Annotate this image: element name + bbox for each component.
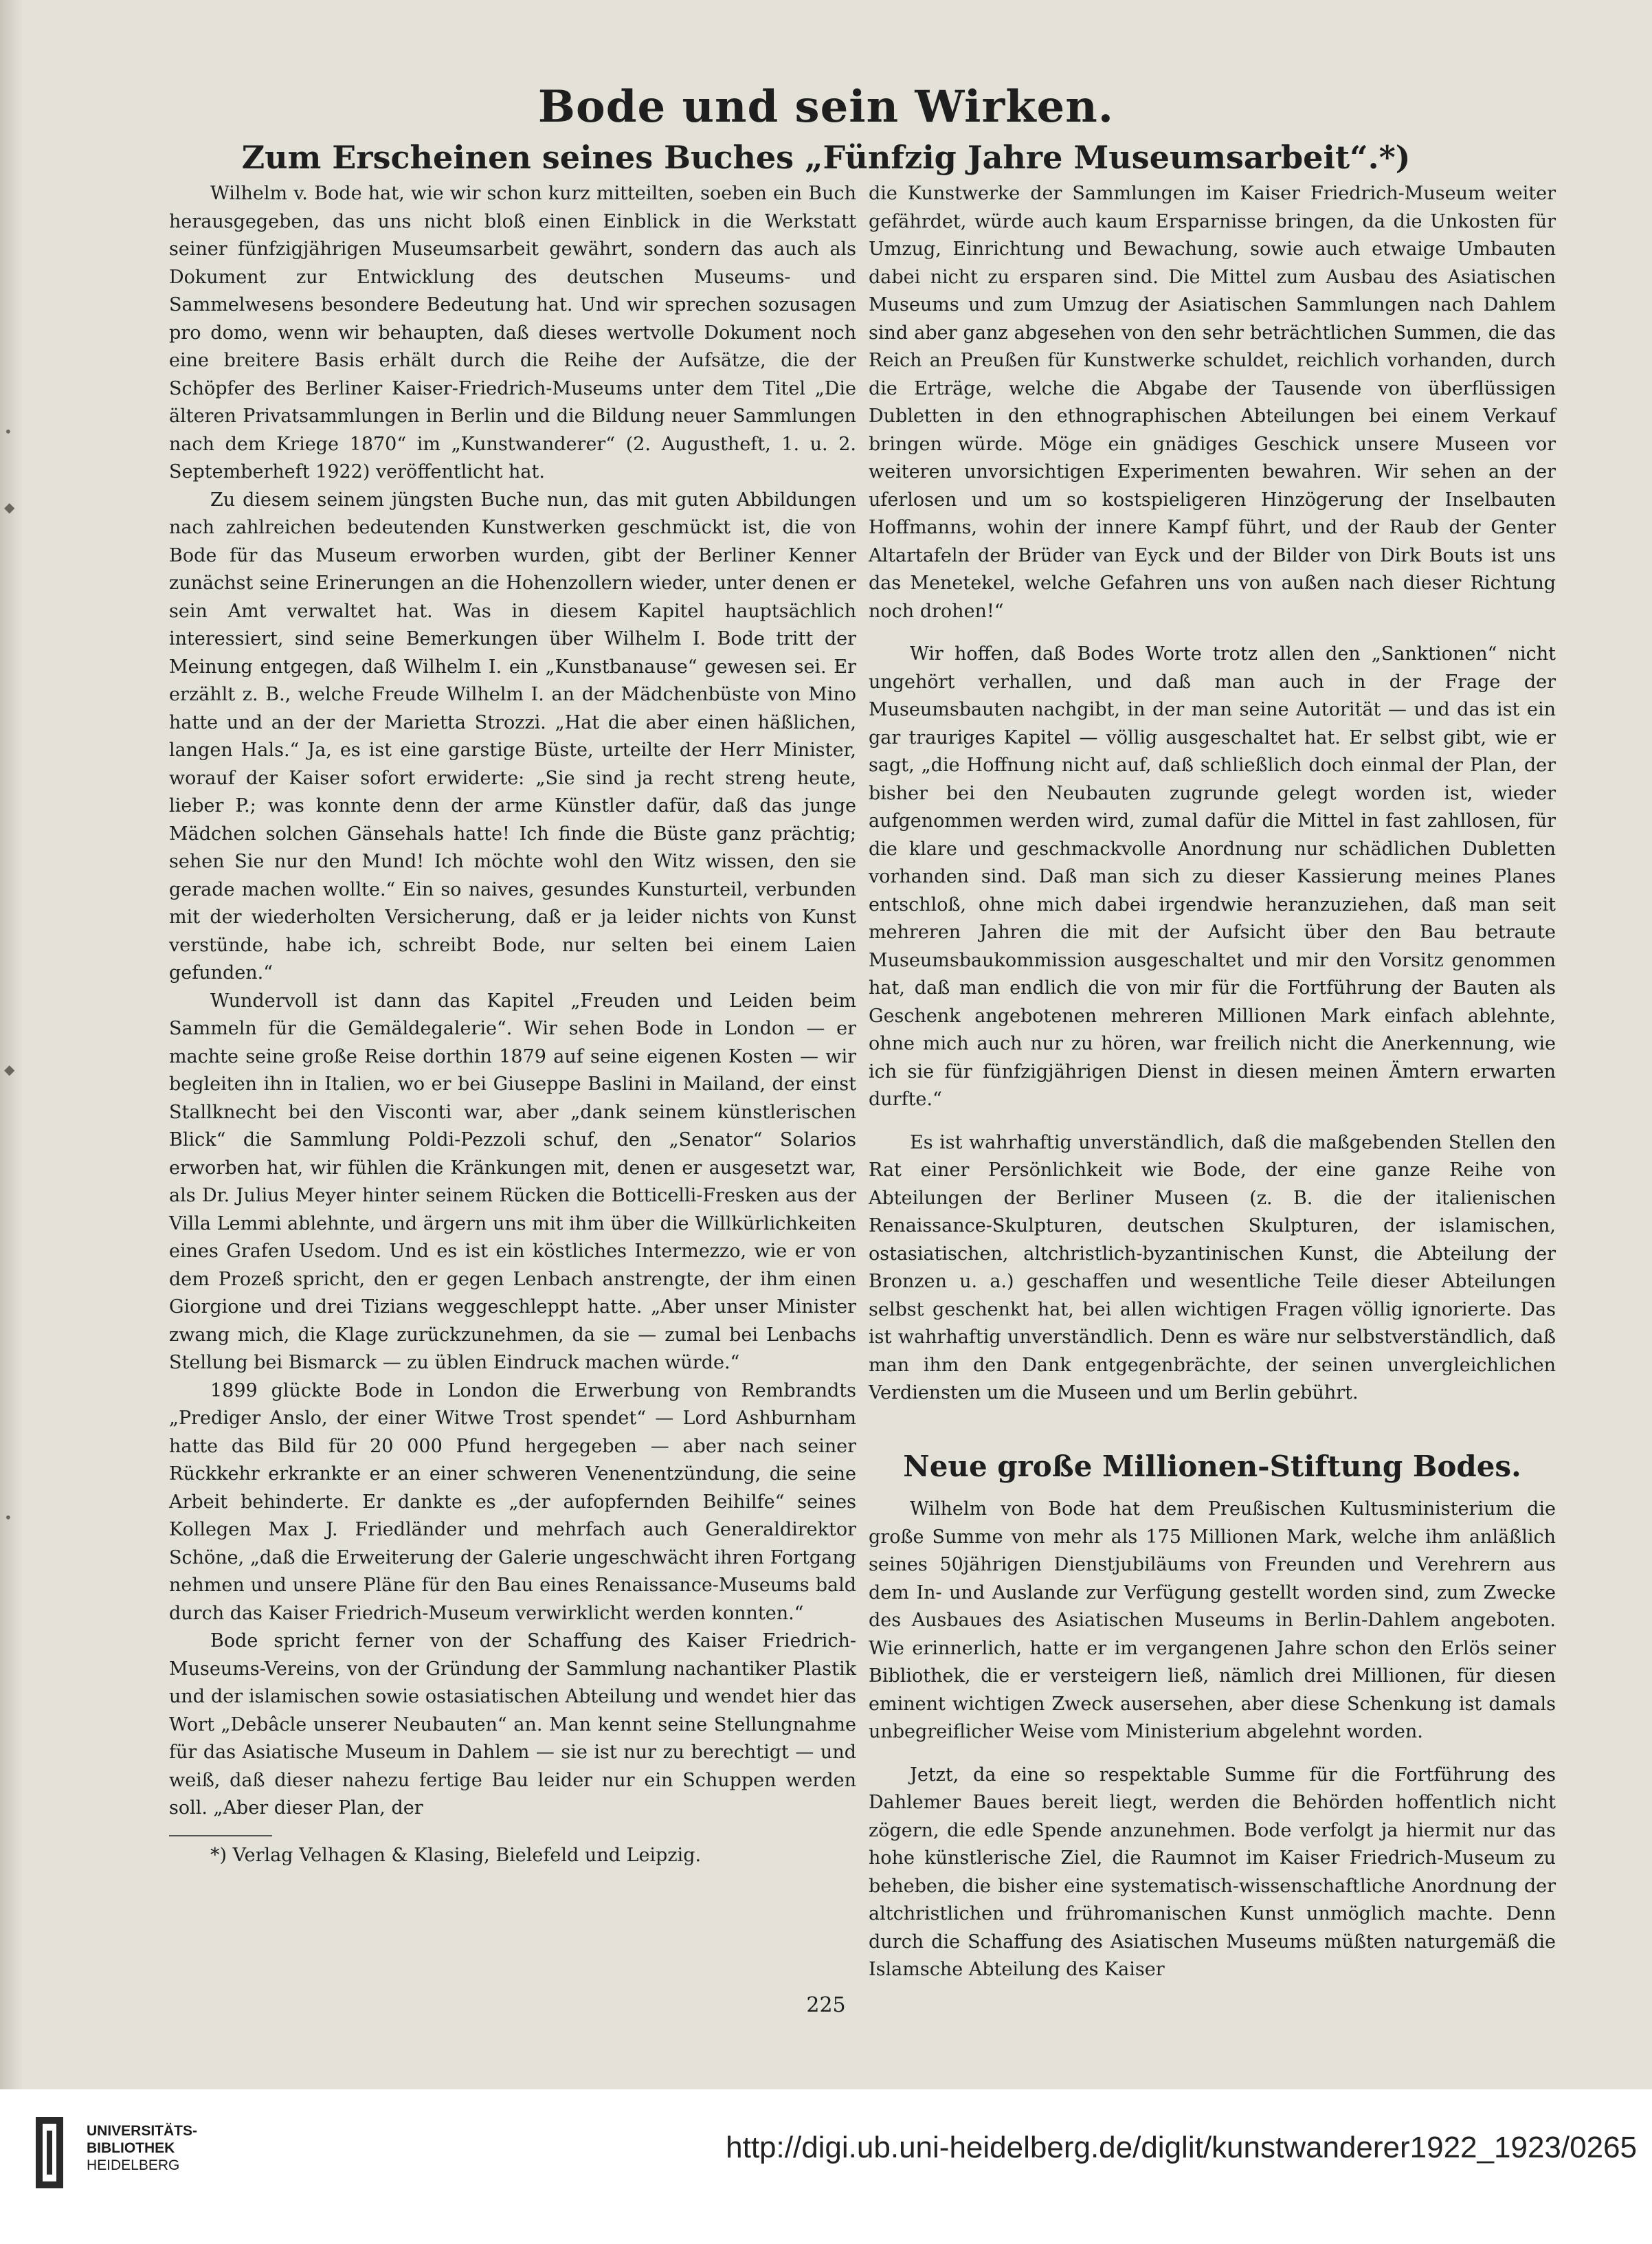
left-column <box>169 180 856 1869</box>
article-subtitle: Zum Erscheinen seines Buches „Fünfzig Jahre Museumsarbeit“.*) <box>241 139 1411 176</box>
margin-mark-icon: • <box>4 1509 12 1526</box>
library-line: HEIDELBERG <box>87 2157 180 2173</box>
margin-mark-icon: • <box>4 423 12 440</box>
library-name <box>87 2122 197 2174</box>
paragraph: Es ist wahrhaftig unverständlich, daß die maßgebenden Stellen den Rat einer Persönlichkeit wie Bode, der eine ganze Reihe von Abteilungen der Berliner Museen (z. B. die der italienischen Renaissance-Skulpturen, deutschen Skulpturen, der islamischen, ostasiatischen, altchristlich-byzantinischen Kunst, die Abteilung der Bronzen u. a.) geschaffen und wesentliche Teile dieser Abteilungen selbst geschenkt hat, bei allen wichtigen Fragen völlig ignorierte. Das ist wahrhaftig unverständlich. Denn es wäre nur selbstverständlich, daß man ihm den Dank entgegenbrächte, der seinen unvergleichlichen Verdiensten um die Museen und um Berlin gebührt. <box>869 1131 1556 1403</box>
paragraph: Wilhelm von Bode hat dem Preußischen Kultusministerium die große Summe von mehr als 175 Millionen Mark, welche ihm anläßlich seines 50jährigen Dienstjubiläums von Freunden und Verehrern aus dem In- und Auslande zur Verfügung gestellt worden sind, zum Zwecke des Ausbaues des Asiatischen Museums in Berlin-Dahlem angeboten. Wie erinnerlich, hatte er im vergangenen Jahre schon den Erlös seiner Bibliothek, die er versteigern ließ, nämlich drei Millionen, für diesen eminent wichtigen Zweck ausersehen, aber diese Schenkung ist damals unbegreiflicher Weise vom Ministerium abgelehnt worden. <box>869 1498 1556 1742</box>
paragraph: Wilhelm v. Bode hat, wie wir schon kurz mitteilten, soeben ein Buch herausgegeben, das uns nicht bloß einen Einblick in die Werkstatt seiner fünfzigjährigen Museumsarbeit gewährt, sondern das auch als Dokument zur Entwicklung des deutschen Museums- und Sammelwesens besondere Bedeutung hat. Und wir sprechen sozusagen pro domo, wenn wir behaupten, daß dieses wertvolle Dokument noch eine breitere Basis erhält durch die Reihe der Aufsätze, die der Schöpfer des Berliner Kaiser-Friedrich-Museums unter dem Titel „Die älteren Privatsammlungen in Berlin und die Bildung neuer Sammlungen nach dem Kriege 1870“ im „Kunstwanderer“ (2. Augustheft, 1. u. 2. Septemberheft 1922) veröffentlicht hat. <box>169 183 856 482</box>
paragraph: Wir hoffen, daß Bodes Worte trotz allen den „Sanktionen“ nicht ungehört verhallen, und daß man auch in der Frage der Museumsbauten nachgibt, in der man seine Autorität — und das ist ein gar trauriges Kapitel — völlig ausgeschaltet hat. Er selbst gibt, wie er sagt, „die Hoffnung nicht auf, daß schließlich doch einmal der Plan, der bisher bei den Neubauten zugrunde gelegt worden ist, wieder aufgenommen werden wird, zumal dafür die Mittel in fast zahllosen, für die klare und geschmackvolle Anordnung nur schädlichen Dubletten vorhanden sind. Daß man sich zu dieser Kassierung meines Planes entschloß, ohne mich dabei irgendwie heranzuziehen, daß man seit mehreren Jahren die mit der Aufsicht über den Bau betraute Museumsbaukommission ausgeschaltet und mir den Vorsitz genommen hat, daß man endlich die von mir für die Fortführung der Bauten als Geschenk angebotenen mehreren Millionen Mark einfach ablehnte, ohne mich auch nur zu hören, war freilich nicht die Anerkennung, wie ich sie für fünfzigjährigen Dienst in diesen meinen Ämtern erwarten durfte.“ <box>869 643 1556 1110</box>
page-edge-shadow <box>0 0 23 2089</box>
margin-mark-icon: ◆ <box>4 1061 15 1078</box>
library-footer <box>0 2089 1652 2244</box>
footnote: *) Verlag Velhagen & Klasing, Bielefeld und Leipzig. <box>210 1844 702 1866</box>
right-column <box>869 180 1556 1984</box>
library-line: UNIVERSITÄTS- <box>87 2123 198 2139</box>
margin-mark-icon: ◆ <box>4 499 15 515</box>
source-url-link[interactable]: http://digi.ub.uni-heidelberg.de/diglit/kunstwanderer1922_1923/0265 <box>726 2131 1637 2164</box>
paragraph: die Kunstwerke der Sammlungen im Kaiser Friedrich-Museum weiter gefährdet, würde auch kaum Ersparnisse bringen, da die Unkosten für Umzug, Einrichtung und Bewachung, sowie auch etwaige Umbauten dabei nicht zu ersparen sind. Die Mittel zum Ausbau des Asiatischen Museums und zum Umzug der Asiatischen Sammlungen nach Dahlem sind aber ganz abgesehen von den sehr beträchtlichen Summen, die das Reich an Preußen für Kunstwerke schuldet, reichlich vorhanden, durch die Erträge, welche die Abgabe der Tausende von überflüssigen Dubletten in den ethnographischen Abteilungen bei einem Verkauf bringen würde. Möge ein gnädiges Geschick unsere Museen vor weiteren unvorsichtigen Experimenten bewahren. Wir sehen an der uferlosen und um so kostspieligeren Hinzögerung der Inselbauten Hoffmanns, wohin der innere Kampf führt, und der Raub der Genter Altartafeln der Brüder van Eyck und der Bilder von Dirk Bouts ist uns das Menetekel, welche Gefahren uns von außen nach dieser Richtung noch drohen!“ <box>869 183 1556 622</box>
paragraph: Zu diesem seinem jüngsten Buche nun, das mit guten Abbildungen nach zahlreichen bedeutenden Kunstwerken geschmückt ist, die von Bode für das Museum erworben wurden, gibt der Berliner Kenner zunächst seine Erinerungen an die Hohenzollern wieder, unter denen er sein Amt verwaltet hat. Was in diesem Kapitel hauptsächlich interessiert, sind seine Bemerkungen über Wilhelm I. Bode tritt der Meinung entgegen, daß Wilhelm I. ein „Kunstbanause“ gewesen sei. Er erzählt z. B., welche Freude Wilhelm I. an der Mädchenbüste von Mino hatte und an der der Marietta Strozzi. „Hat die aber einen häßlichen, langen Hals.“ Ja, es ist eine garstige Büste, urteilte der Herr Minister, worauf der Kaiser sofort erwiderte: „Sie sind ja recht streng heute, lieber P.; was konnte denn der arme Künstler dafür, daß das junge Mädchen solchen Gänsehals hatte! Ich finde die Büste ganz prächtig; sehen Sie nur den Mund! Ich möchte wohl den Witz wissen, den sie gerade machen wollte.“ Ein so naives, gesundes Kunsturteil, verbunden mit der wiederholten Versicherung, daß er ja leider nichts von Kunst verstünde, habe ich, schreibt Bode, nur selten bei einem Laien gefunden.“ <box>169 489 856 984</box>
paragraph: Jetzt, da eine so respektable Summe für die Fortführung des Dahlemer Baues bereit liegt, werden die Behörden hoffentlich nicht zögern, die edle Spende anzunehmen. Bode verfolgt ja hiermit nur das hohe künstlerische Ziel, die Raumnot im Kaiser Friedrich-Museum zu beheben, die bisher eine systematisch-wissenschaftliche Anordnung der altchristlichen und frühromanischen Kunst unmöglich machte. Denn durch die Schaffung des Asiatischen Museums müßten naturgemäß die Islamsche Abteilung des Kaiser <box>869 1764 1556 1980</box>
library-line: BIBLIOTHEK <box>87 2140 175 2156</box>
paragraph: Bode spricht ferner von der Schaffung des Kaiser Friedrich-Museums-Vereins, von der Gründung der Sammlung nachantiker Plastik und der islamischen sowie ostasiatischen Abteilung und wendet hier das Wort „Debâcle unserer Neubauten“ an. Man kennt seine Stellungnahme für das Asiatische Museum in Dahlem — sie ist nur zu berechtigt — und weiß, daß dieser nahezu fertige Bau leider nur ein Schuppen werden soll. „Aber dieser Plan, der <box>169 1630 856 1819</box>
section-heading: Neue große Millionen-Stiftung Bodes. <box>903 1449 1521 1483</box>
article-title: Bode und sein Wirken. <box>537 81 1115 133</box>
paragraph: 1899 glückte Bode in London die Erwerbung von Rembrandts „Prediger Anslo, der einer Witwe Trost spendet“ — Lord Ashburnham hatte das Bild für 20 000 Pfund hergegeben — aber nach seiner Rückkehr erkrankte er an einer schweren Venenentzündung, die seine Arbeit behinderte. Er dankte es „der aufopfernden Beihilfe“ seines Kollegen Max J. Friedländer und mehrfach auch Generaldirektor Schöne, „daß die Erweiterung der Galerie ungeschwächt ihren Fortgang nehmen und unsere Pläne für den Bau eines Renaissance-Museums bald durch das Kaiser Friedrich-Museum verwirklicht werden konnten.“ <box>169 1379 856 1624</box>
page-number: 225 <box>806 1993 846 2017</box>
footnote-divider <box>169 1835 272 1836</box>
university-seal-icon <box>22 2114 77 2191</box>
paragraph: Wundervoll ist dann das Kapitel „Freuden und Leiden beim Sammeln für die Gemäldegalerie“. Wir sehen Bode in London — er machte seine große Reise dorthin 1879 auf seine eigenen Kosten — wir begleiten ihn in Italien, wo er bei Giuseppe Baslini in Mailand, der einst Stallknecht bei den Visconti war, aber „dank seinem künstlerischen Blick“ die Sammlung Poldi-Pezzoli schuf, den „Senator“ Solarios erworben hat, wir fühlen die Kränkungen mit, denen er ausgesetzt war, als Dr. Julius Meyer hinter seinem Rücken die Botticelli-Fresken aus der Villa Lemmi ablehnte, und ärgern uns mit ihm über die Willkürlichkeiten eines Grafen Usedom. Und es ist ein köstliches Intermezzo, wie er von dem Prozeß spricht, den er gegen Lenbach anstrengte, der ihm einen Giorgione und drei Tizians weggeschleppt hatte. „Aber unser Minister zwang mich, die Klage zurückzunehmen, da sie — zumal bei Lenbachs Stellung bei Bismarck — zu üblen Eindruck machen würde.“ <box>169 990 856 1373</box>
